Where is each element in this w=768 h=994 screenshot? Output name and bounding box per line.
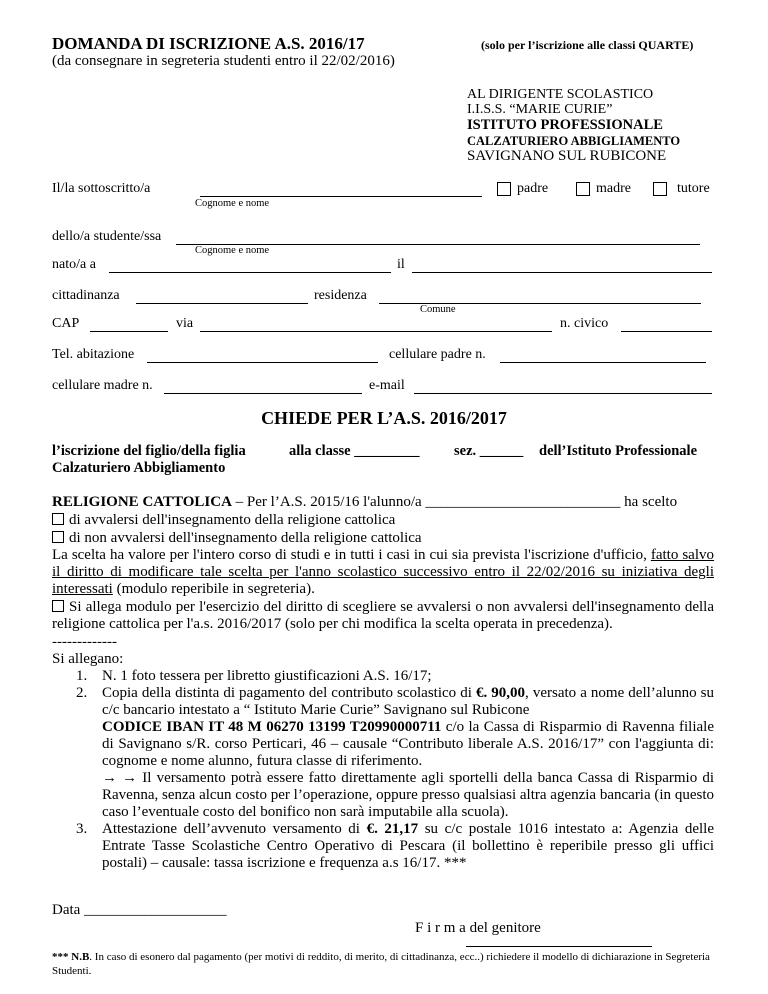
iban-block [102, 719, 714, 770]
addressee-line: ISTITUTO PROFESSIONALE [467, 117, 663, 133]
via-field[interactable] [200, 331, 552, 332]
religion-intro-text: – Per l’A.S. 2015/16 l'alunno/a __________________________ ha scelto [231, 494, 678, 510]
data-field[interactable]: Data ___________________ [52, 902, 227, 918]
madre-checkbox[interactable] [576, 182, 590, 196]
cap-label: CAP [52, 316, 80, 331]
addressee-line: CALZATURIERO ABBIGLIAMENTO [467, 134, 681, 148]
addressee-line: AL DIRIGENTE SCOLASTICO [467, 87, 654, 102]
religion-option-1[interactable] [52, 512, 714, 529]
signature-line[interactable] [466, 946, 652, 947]
attachments-heading: Si allegano: [52, 651, 124, 667]
civico-label: n. civico [560, 316, 609, 331]
arrow-icon: → → [102, 770, 138, 786]
list-item: 1. N. 1 foto tessera per libretto giustificazioni A.S. 16/17; [76, 668, 432, 684]
cell-madre-field[interactable] [164, 393, 362, 394]
tutore-checkbox[interactable] [653, 182, 667, 196]
tel-label: Tel. abitazione [52, 347, 135, 362]
separator: ------------- [52, 634, 117, 650]
list-item-text: Attestazione dell’avvenuto versamento di [102, 821, 367, 837]
tel-field[interactable] [147, 362, 378, 363]
module-note[interactable] [52, 599, 714, 633]
footnote [52, 950, 714, 978]
religion-intro [52, 494, 714, 511]
validity-end: (modulo reperibile in segreteria). [112, 581, 315, 597]
padre-checkbox[interactable] [497, 182, 511, 196]
studente-label: dello/a studente/ssa [52, 229, 162, 244]
cittadinanza-label: cittadinanza [52, 288, 120, 303]
footnote-text: . In caso di esonero dal pagamento (per motivi di reddito, di merito, di cittadinanza, ecc..) richiedere il modello di dichiarazione in Segreteria Studenti. [52, 951, 710, 977]
religion-validity [52, 547, 714, 598]
iban-text: c/o la Cassa di Risparmio di Ravenna filiale di Savignano s/R. corso Perticari, 46 – causale “Contributo liberale A.S. 2016/17” con l'aggiunta di: cognome e nome alunno, futura classe di riferimento. [102, 719, 714, 769]
cell-padre-field[interactable] [500, 362, 706, 363]
data-nascita-field[interactable] [412, 272, 712, 273]
arrow-note [102, 770, 714, 821]
validity-underlined: fatto salvo il diritto di modificare tale scelta per l'anno scolastico successivo entro il 22/02/2016 su iniziativa degli interessati [52, 547, 715, 597]
amount-90: €. 90,00 [475, 685, 526, 701]
cognome-nome-hint: Cognome e nome [195, 198, 270, 209]
email-field[interactable] [414, 393, 712, 394]
module-note-text: Si allega modulo per l'esercizio del diritto di scegliere se avvalersi o non avvalersi dell'insegnamento della religione cattolica per l'a.s. 2016/2017 (solo per chi modifica la scelta operata in precedenza). [52, 599, 714, 632]
religion-option-2-label: di non avvalersi dell'insegnamento della religione cattolica [69, 530, 422, 546]
sottoscritto-label: Il/la sottoscritto/a [52, 181, 151, 196]
footnote-label: *** N.B [52, 951, 90, 963]
validity-text: La scelta ha valore per l'intero corso di studi e in tutti i casi in cui sia prevista l'iscrizione d'ufficio, [52, 547, 651, 563]
iban-code: CODICE IBAN IT 48 M 06270 13199 T20990000711 [102, 719, 442, 735]
attachments-list [52, 668, 714, 872]
firma-label: F i r m a del genitore [415, 920, 541, 936]
arrow-note-text: Il versamento potrà essere fatto direttamente agli sportelli della banca Cassa di Risparmio di Ravenna, senza alcun costo per l’operazione, oppure presso qualsiasi altra agenzia bancaria (in questo caso l’eventuale costo del bonifico non sarà imputabile alla scuola). [102, 770, 715, 820]
checkbox-icon[interactable] [52, 513, 64, 525]
amount-21: €. 21,17 [366, 821, 419, 837]
delivery-note: (da consegnare in segreteria studenti entro il 22/02/2016) [52, 53, 395, 69]
request-classe: alla classe _________ [289, 443, 420, 459]
nato-field[interactable] [109, 272, 391, 273]
list-item-text: Copia della distinta di pagamento del contributo scolastico di [102, 685, 476, 701]
cell-madre-label: cellulare madre n. [52, 378, 153, 393]
request-istituto-line2: Calzaturiero Abbigliamento [52, 460, 226, 476]
nato-label: nato/a a [52, 257, 96, 272]
madre-label: madre [596, 181, 631, 196]
request-istituto: dell’Istituto Professionale [539, 443, 698, 459]
list-item-text: , versato a nome dell’alunno su c/c bancario intestato a “ Istituto Marie Curie” Savignano sul Rubicone [102, 685, 715, 718]
religion-option-1-label: di avvalersi dell'insegnamento della religione cattolica [69, 512, 396, 528]
cell-padre-label: cellulare padre n. [389, 347, 486, 362]
religion-label: RELIGIONE CATTOLICA [52, 494, 232, 510]
cap-field[interactable] [90, 331, 168, 332]
via-label: via [176, 316, 194, 331]
request-heading: CHIEDE PER L’A.S. 2016/2017 [261, 408, 507, 428]
list-item-text: N. 1 foto tessera per libretto giustificazioni A.S. 16/17; [102, 668, 432, 684]
list-item: 2. Copia della distinta di pagamento del contributo scolastico di €. 90,00, versato a nome dell’alunno su c/c bancario intestato a “ Istituto Marie Curie” Savignano sul Rubicone CODICE IBAN IT 48 M 06270 13199 T20990000711 c/o la Cassa di Risparmio di Ravenna filiale di Savignano s/R. corso Perticari, 46 – causale “Contributo liberale A.S. 2016/17” con l'aggiunta di: cognome e nome alunno, futura classe di riferimento. → → Il versamento potrà essere fatto direttamente agli sportelli della banca Cassa di Risparmio di Ravenna, senza alcun costo per l’operazione, oppure presso qualsiasi altra agenzia bancaria (in questo caso l’eventuale costo del bonifico non sarà imputabile alla scuola). [76, 685, 715, 820]
addressee-line: SAVIGNANO SUL RUBICONE [467, 148, 667, 164]
residenza-label: residenza [314, 288, 367, 303]
request-sezione: sez. ______ [454, 443, 524, 459]
sottoscritto-field[interactable] [200, 196, 482, 197]
class-note: (solo per l’iscrizione alle classi QUARTE) [481, 38, 694, 52]
email-label: e-mail [369, 378, 405, 393]
request-iscrizione: l’iscrizione del figlio/della figlia [52, 443, 246, 459]
cittadinanza-field[interactable] [136, 303, 308, 304]
list-item: 3. Attestazione dell’avvenuto versamento di €. 21,17 su c/c postale 1016 intestato a: Agenzia delle Entrate Tasse Scolastiche Centro Operativo di Pescara (il bollettino è reperibile presso gli uffici postali) – causale: tassa iscrizione e frequenza a.s 16/17. *** [76, 821, 714, 871]
document-title: DOMANDA DI ISCRIZIONE A.S. 2016/17 [52, 34, 365, 53]
checkbox-icon[interactable] [52, 531, 64, 543]
comune-hint: Comune [420, 304, 456, 315]
il-label: il [397, 257, 405, 272]
cognome-nome-hint: Cognome e nome [195, 245, 270, 256]
tutore-label: tutore [677, 181, 710, 196]
list-item-text: su c/c postale 1016 intestato a: Agenzia delle Entrate Tasse Scolastiche Centro Operativo di Pescara (il bollettino è reperibile presso gli uffici postali) – causale: tassa iscrizione e frequenza a.s 16/17. *** [102, 821, 714, 871]
padre-label: padre [517, 181, 549, 196]
addressee-line: I.I.S.S. “MARIE CURIE” [467, 102, 613, 117]
civico-field[interactable] [621, 331, 712, 332]
checkbox-icon[interactable] [52, 600, 64, 612]
religion-option-2[interactable] [52, 530, 714, 547]
